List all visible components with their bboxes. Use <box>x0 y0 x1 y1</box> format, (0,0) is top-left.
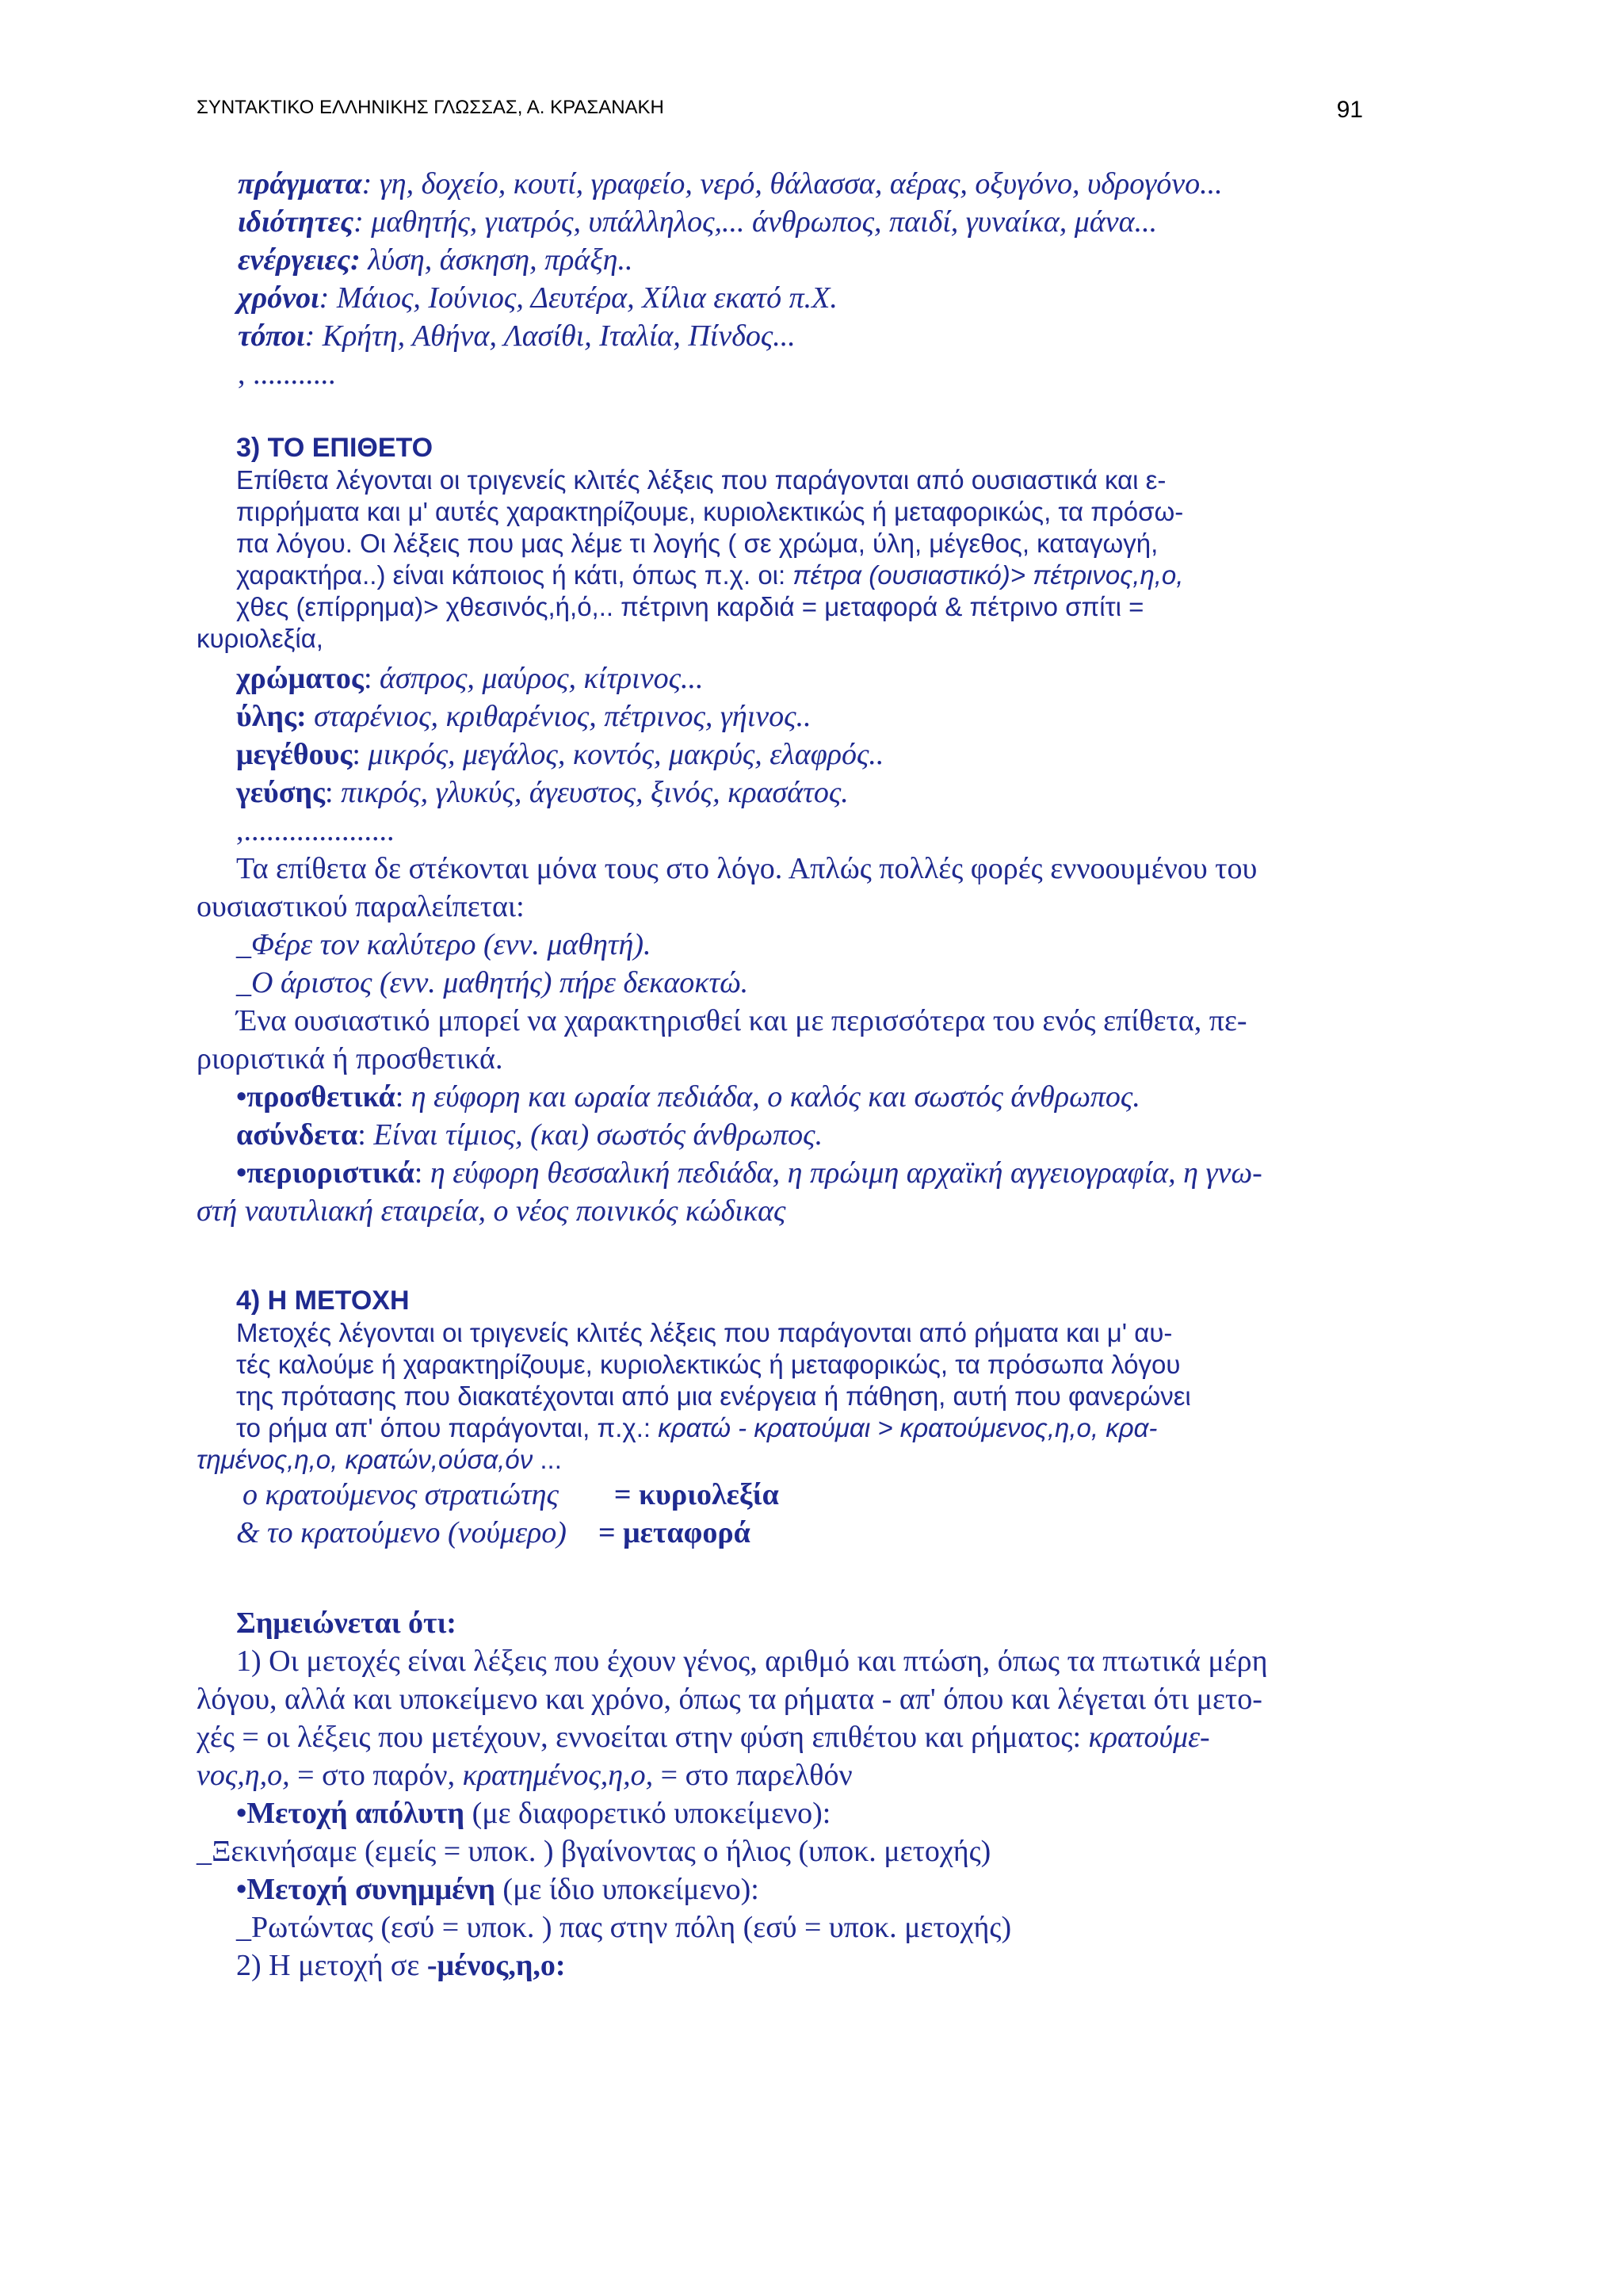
conjunct-participle: •Μετοχή συνημμένη (με ίδιο υποκείμενο): <box>236 1873 759 1906</box>
absolute-participle: •Μετοχή απόλυτη (με διαφορετικό υποκείμενο): <box>236 1797 831 1830</box>
participle-definition: Μετοχές λέγονται οι τριγενείς κλιτές λέξεις που παράγονται από ρήματα και μ' αυ- τές καλούμε ή χαρακτηρίζουμε, κυριολεκτικώς ή μεταφορικώς, τα πρόσωπα λόγου της πρότασης που διακατέχονται από μια ενέργεια ή πάθηση, αυτή που φανερώνει το ρήμα απ' όπου παράγονται, π.χ.: κρατώ - κρατούμαι > κρατούμενος,η,ο, κρα- τημένος,η,ο, κρατών,ούσα,όν ... <box>197 1318 1191 1474</box>
running-title: ΣΥΝΤΑΚΤΙΚΟ ΕΛΛΗΝΙΚΗΣ ΓΛΩΣΣΑΣ, Α. ΚΡΑΣΑΝΑΚΗ <box>197 97 664 118</box>
note-2: 2) Η μετοχή σε -μένος,η,ο: <box>236 1949 566 1982</box>
adjective-kinds: χρώματος: άσπρος, μαύρος, κίτρινος... ύλης: σταρένιος, κριθαρένιος, πέτρινος, γήινος.. μεγέθους: μικρός, μεγάλος, κοντός, μακρύς, ελαφρός.. γεύσης: πικρός, γλυκύς, άγευστος, ξινός, κρασάτος. ,.................... Τα επίθετα δε στέκονται μόνα τους στο λόγο. Απλώς πολλές φορές εννοουμένου του ουσιαστικού παραλείπεται: _Φέρε τον καλύτερο (ενν. μαθητή). _Ο άριστος (ενν. μαθητής) πήρε δεκαοκτώ. Ένα ουσιαστικό μπορεί να χαρακτηρισθεί και με περισσότερα του ενός επίθετα, πε- ριοριστικά ή προσθετικά. •προσθετικά: η εύφορη και ωραία πεδιάδα, ο καλός και σωστός άνθρωπος. ασύνδετα: Είναι τίμιος, (και) σωστός άνθρωπος. •περιοριστικά: η εύφορη θεσσαλική πεδιάδα, η πρώιμη αρχαϊκή αγγειογραφία, η γνω- στή ναυτιλιακή εταιρεία, ο νέος ποινικός κώδικας <box>197 659 1379 1230</box>
asyndeta-line: ασύνδετα: Είναι τίμιος, (και) σωστός άνθρωπος. <box>236 1118 823 1152</box>
noun-line-etc: , ........... <box>238 357 336 391</box>
conjunct-participle-example: _Ρωτώντας (εσύ = υποκ. ) πας στην πόλη (εσύ = υποκ. μετοχής) <box>236 1911 1012 1944</box>
noun-line-things: πράγματα: γη, δοχείο, κουτί, γραφείο, νερό, θάλασσα, αέρας, οξυγόνο, υδρογόνο... <box>238 167 1223 201</box>
adjective-example-2: _Ο άριστος (ενν. μαθητής) πήρε δεκαοκτώ. <box>236 966 749 999</box>
additive-line: •προσθετικά: η εύφορη και ωραία πεδιάδα, ο καλός και σωστός άνθρωπος. <box>236 1080 1140 1114</box>
kind-material: ύλης: σταρένιος, κριθαρένιος, πέτρινος, γήινος.. <box>236 700 812 733</box>
absolute-participle-example: _Ξεκινήσαμε (εμείς = υποκ. ) βγαίνοντας ο ήλιος (υποκ. μετοχής) <box>197 1835 991 1868</box>
adjective-definition: Επίθετα λέγονται οι τριγενείς κλιτές λέξεις που παράγονται από ουσιαστικά και ε- πιρρήματα και μ' αυτές χαρακτηρίζουμε, κυριολεκτικώς ή μεταφορικώς, τα πρόσω- πα λόγου. Οι λέξεις που μας λέμε τι λογής ( σε χρώμα, ύλη, μέγεθος, καταγωγή, χαρακτήρα..) είναι κάποιος ή κάτι, όπως π.χ. οι: πέτρα (ουσιαστικό)> πέτρινος,η,ο, χθες (επίρρημα)> χθεσινός,ή,ό,.. πέτρινη καρδιά = μεταφορά & πέτρινο σπίτι = κυριολεξία, <box>197 465 1184 653</box>
noun-line-places: τόποι: Κρήτη, Αθήνα, Λασίθι, Ιταλία, Πίνδος... <box>238 319 796 353</box>
adjective-para3: Ένα ουσιαστικό μπορεί να χαρακτηρισθεί και με περισσότερα του ενός επίθετα, πε- <box>236 1004 1247 1037</box>
section-participle <box>197 1284 1379 1552</box>
kind-color: χρώματος: άσπρος, μαύρος, κίτρινος... <box>236 662 704 695</box>
kind-size: μεγέθους: μικρός, μεγάλος, κοντός, μακρύς, ελαφρός.. <box>236 738 884 771</box>
noun-line-qualities: ιδιότητες: μαθητής, γιατρός, υπάλληλος,... άνθρωπος, παιδί, γυναίκα, μάνα... <box>238 205 1158 239</box>
kind-etc: ,.................... <box>236 814 395 847</box>
adjective-example-1: _Φέρε τον καλύτερο (ενν. μαθητή). <box>236 928 651 961</box>
noun-line-actions: ενέργειες: λύση, άσκηση, πράξη.. <box>238 243 633 277</box>
participle-examples <box>197 1476 1379 1552</box>
section-heading-participle: 4) Η ΜΕΤΟΧΗ <box>236 1286 410 1316</box>
adjective-para2: Τα επίθετα δε στέκονται μόνα τους στο λόγο. Απλώς πολλές φορές εννοουμένου του <box>236 852 1258 885</box>
participle-example-literal: ο κρατούμενος στρατιώτης = κυριολεξία <box>242 1478 779 1511</box>
restrictive-line: •περιοριστικά: η εύφορη θεσσαλική πεδιάδα, η πρώιμη αρχαϊκή αγγειογραφία, η γνω- <box>236 1156 1262 1190</box>
notes-section: Σημειώνεται ότι: 1) Οι μετοχές είναι λέξεις που έχουν γένος, αριθμό και πτώση, όπως τα πτωτικά μέρη λόγου, αλλά και υποκείμενο και χρόνο, όπως τα ρήματα - απ' όπου και λέγεται ότι μετο- χές = οι λέξεις που μετέχουν, εννοείται στην φύση επιθέτου και ρήματος: κρατούμε- νος,η,ο, = στο παρόν, κρατημένος,η,ο, = στο παρελθόν •Μετοχή απόλυτη (με διαφορετικό υποκείμενο): _Ξεκινήσαμε (εμείς = υποκ. ) βγαίνοντας ο ήλιος (υποκ. μετοχής) •Μετοχή συνημμένη (με ίδιο υποκείμενο): _Ρωτώντας (εσύ = υποκ. ) πας στην πόλη (εσύ = υποκ. μετοχής) 2) Η μετοχή σε -μένος,η,ο: <box>197 1604 1379 1985</box>
participle-example-metaphor: & το κρατούμενο (νούμερο) = μεταφορά <box>236 1516 750 1549</box>
page-number: 91 <box>1336 97 1363 123</box>
kind-taste: γεύσης: πικρός, γλυκύς, άγευστος, ξινός, κρασάτος. <box>236 776 849 809</box>
notes-heading: Σημειώνεται ότι: <box>236 1606 456 1640</box>
noun-line-times: χρόνοι: Μάιος, Ιούνιος, Δευτέρα, Χίλια εκατό π.Χ. <box>238 281 838 315</box>
note-1: 1) Οι μετοχές είναι λέξεις που έχουν γένος, αριθμό και πτώση, όπως τα πτωτικά μέρη <box>236 1645 1268 1678</box>
noun-examples <box>197 165 1379 393</box>
section-heading-adjective: 3) ΤΟ ΕΠΙΘΕΤΟ <box>236 433 433 463</box>
page-header <box>197 97 1363 123</box>
section-adjective <box>197 431 1379 1230</box>
